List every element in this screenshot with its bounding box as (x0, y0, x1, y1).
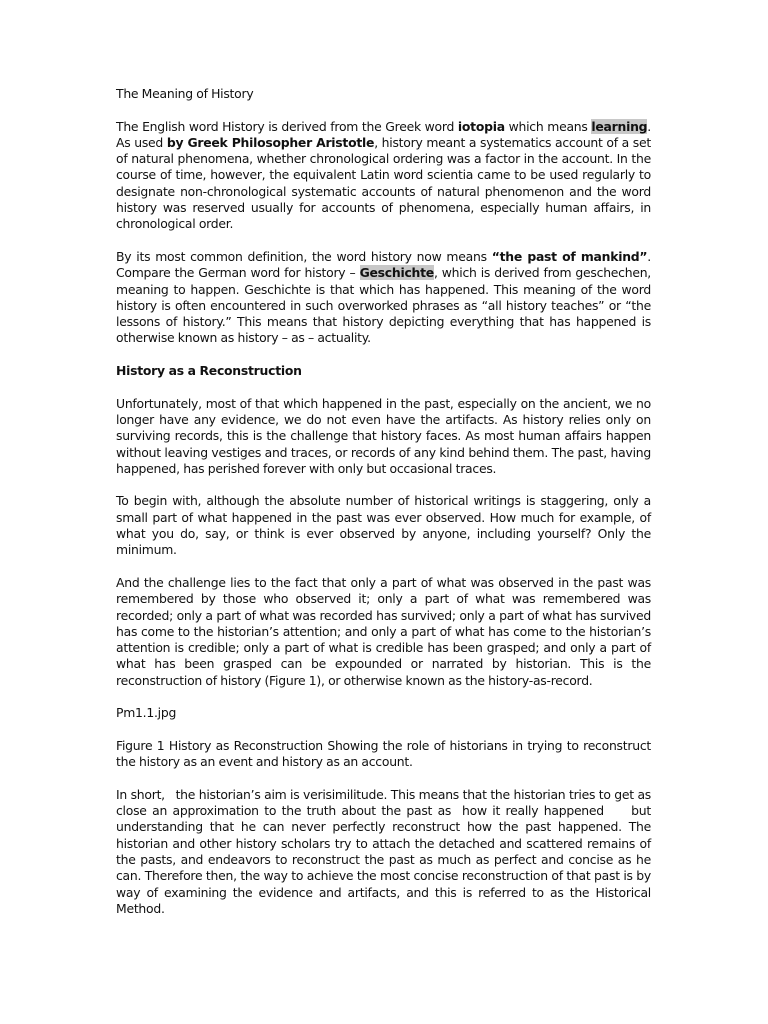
bold-term-aristotle: by Greek Philosopher Aristotle (166, 134, 375, 150)
section-heading: History as a Reconstruction (116, 363, 302, 379)
paragraph-challenge: And the challenge lies to the fact that only a part of what was observed in the past was remembered by those who observed it; only a part of what was remembered was recorded; only a part of what was recorded has survived; only a part of what has survived has come to the historian’s attention; and only a part of what has come to the historian’s attention is credible; only a part of what is credible has been grasped; and only a part of what has been grasped can be expounded or narrated by historian. This is the reconstruction of history (Figure 1), or otherwise known as the history-as-record. (116, 574, 651, 688)
paragraph-text: By its most common definition, the word history now means (116, 248, 492, 264)
document-page (116, 86, 655, 933)
paragraph-verisimilitude: In short, the historian’s aim is verisimilitude. This means that the historian tries to get as close an approximation to the truth about the past as how it really happened but understanding that he can never perfectly reconstruct how the past happened. The historian and other history scholars try to attach the detached and scattered remains of the pasts, and endeavors to reconstruct the past as much as perfect and concise as he can. Therefore then, the way to achieve the most concise reconstruction of that past is by way of examining the evidence and artifacts, and this is referred to as the Historical Method. (116, 786, 655, 916)
paragraph-text: The English word History is derived from the Greek word (116, 118, 458, 134)
paragraph-etymology (116, 119, 651, 233)
paragraph-text: , history meant a systematics account of a set of natural phenomena, whether chronological ordering was a factor in the account. In the course of time, however, the equivalent Latin word scientia came to be used regularly to designate non-chronological systematic accounts of natural phenomenon and the word history was reserved usually for accounts of phenomena, especially human affairs, in chronological order. (116, 134, 651, 232)
highlighted-term-learning: learning (591, 118, 648, 134)
paragraph-evidence: Unfortunately, most of that which happened in the past, especially on the ancient, we no longer have any evidence, we do not even have the artifacts. As history relies only on surviving records, this is the challenge that history faces. As most human affairs happen without leaving vestiges and traces, or records of any kind behind them. The past, having happened, has perished forever with only but occasional traces. (116, 395, 651, 476)
bold-term-past-of-mankind: “the past of mankind” (491, 248, 648, 264)
paragraph-definition (116, 249, 651, 347)
paragraph-text: . Compare the German word for history – (116, 248, 651, 281)
highlighted-term-geschichte: Geschichte (359, 265, 434, 281)
paragraph-text: . As used (116, 118, 651, 150)
figure-caption: Figure 1 History as Reconstruction Showing the role of historians in trying to reconstruct the history as an event and history as an account. (116, 737, 651, 770)
image-filename: Pm1.1.jpg (116, 705, 177, 721)
paragraph-text: which means (504, 118, 592, 134)
paragraph-observation: To begin with, although the absolute number of historical writings is staggering, only a small part of what happened in the past was ever observed. How much for example, of what you do, say, or think is ever observed by anyone, including yourself? Only the minimum. (116, 493, 651, 558)
bold-term-iotopia: iotopia (457, 118, 505, 134)
document-title: The Meaning of History (116, 86, 254, 101)
paragraph-text: , which is derived from geschechen, meaning to happen. Geschichte is that which has happened. This meaning of the word history is often encountered in such overworked phrases as “all history teaches” or “the lessons of history.” This means that history depicting everything that has happened is otherwise known as history – as – actuality. (116, 265, 651, 346)
